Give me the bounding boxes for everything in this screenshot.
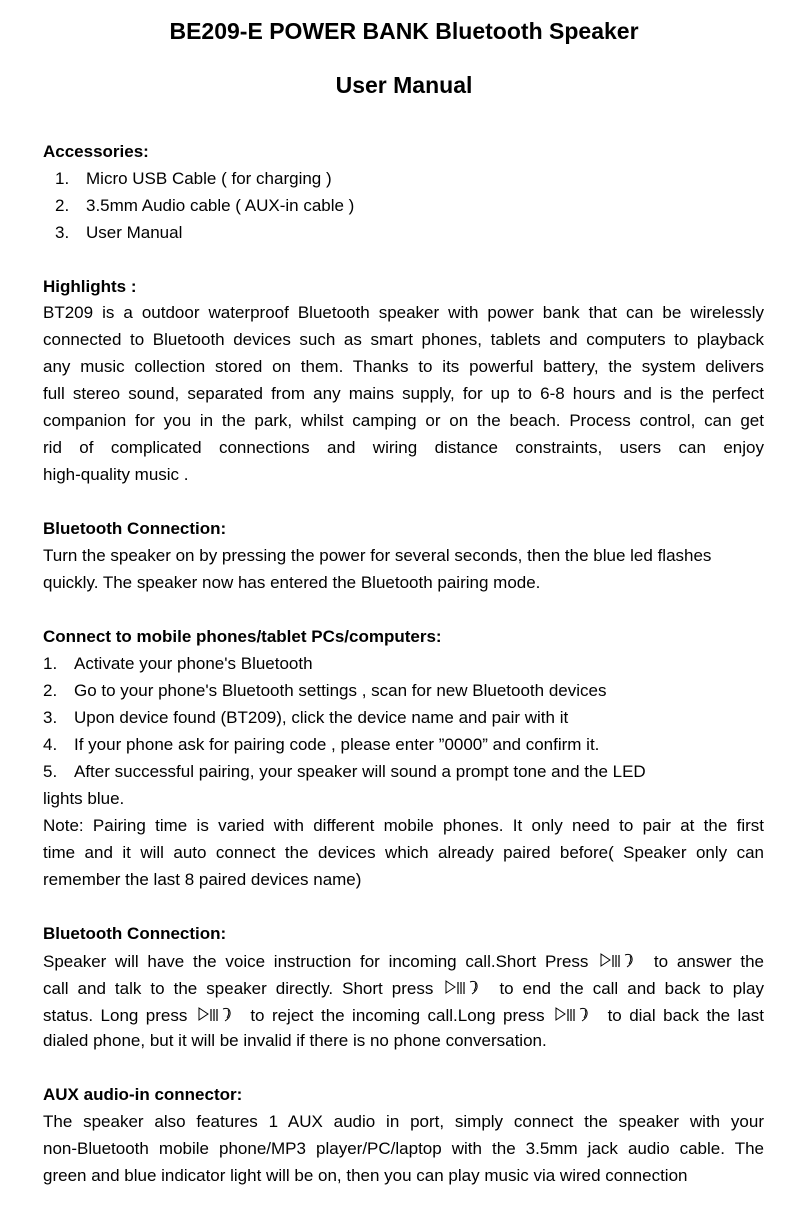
play-pause-phone-icon	[599, 952, 643, 970]
note-line: remember the last 8 paired devices name)	[43, 870, 362, 889]
paragraph-line: lights blue.	[43, 789, 125, 808]
list-item: 3. User Manual	[55, 223, 183, 242]
aux-heading: AUX audio-in connector:	[43, 1085, 243, 1104]
paragraph-line: Turn the speaker on by pressing the power for several seconds, then the blue led flashes	[43, 546, 712, 565]
paragraph-line: green and blue indicator light will be on, then you can play music via wired connection	[43, 1166, 688, 1185]
list-item: 3. Upon device found (BT209), click the device name and pair with it	[43, 708, 569, 727]
list-item: 5. After successful pairing, your speaker will sound a prompt tone and the LED	[43, 762, 646, 781]
paragraph-line: connected to Bluetooth devices such as smart phones, tablets and computers to playback	[43, 330, 764, 349]
paragraph-line: high-quality music .	[43, 465, 189, 484]
document-title: BE209-E POWER BANK Bluetooth Speaker	[169, 18, 639, 44]
paragraph-line: Speaker will have the voice instruction for incoming call.Short Press to answer the	[43, 952, 764, 971]
paragraph-line: full stereo sound, separated from any mains supply, for up to 6-8 hours and is the perfect	[43, 384, 764, 403]
paragraph-line: The speaker also features 1 AUX audio in port, simply connect the speaker with your	[43, 1112, 764, 1131]
connect-heading: Connect to mobile phones/tablet PCs/computers:	[43, 627, 442, 646]
play-pause-phone-icon	[444, 979, 488, 997]
list-item: 1. Micro USB Cable ( for charging )	[55, 169, 332, 188]
paragraph-line: rid of complicated connections and wiring distance constraints, users can enjoy	[43, 438, 764, 457]
list-item: 1. Activate your phone's Bluetooth	[43, 654, 313, 673]
paragraph-line: dialed phone, but it will be invalid if there is no phone conversation.	[43, 1031, 547, 1050]
list-item: 2. Go to your phone's Bluetooth settings , scan for new Bluetooth devices	[43, 681, 607, 700]
play-pause-phone-icon	[554, 1006, 598, 1024]
paragraph-line: status. Long press to reject the incoming call.Long press to dial back the last	[43, 1006, 765, 1025]
play-pause-phone-icon	[197, 1006, 241, 1024]
bt-connection-heading: Bluetooth Connection:	[43, 519, 227, 538]
call-heading: Bluetooth Connection:	[43, 924, 227, 943]
list-item: 4. If your phone ask for pairing code , please enter ”0000” and confirm it.	[43, 735, 600, 754]
paragraph-line: quickly. The speaker now has entered the Bluetooth pairing mode.	[43, 573, 541, 592]
paragraph-line: BT209 is a outdoor waterproof Bluetooth speaker with power bank that can be wirelessly	[43, 303, 764, 322]
paragraph-line: any music collection stored on them. Thanks to its powerful battery, the system delivers	[43, 357, 764, 376]
paragraph-line: non-Bluetooth mobile phone/MP3 player/PC/laptop with the 3.5mm jack audio cable. The	[43, 1139, 764, 1158]
paragraph-line: companion for you in the park, whilst camping or on the beach. Process control, can get	[43, 411, 764, 430]
highlights-heading: Highlights :	[43, 277, 137, 296]
paragraph-line: call and talk to the speaker directly. Short press to end the call and back to play	[43, 979, 764, 998]
note-line: time and it will auto connect the devices which already paired before( Speaker only can	[43, 843, 764, 862]
document-subtitle: User Manual	[335, 72, 473, 98]
list-item: 2. 3.5mm Audio cable ( AUX-in cable )	[55, 196, 355, 215]
accessories-heading: Accessories:	[43, 142, 149, 161]
note-line: Note: Pairing time is varied with different mobile phones. It only need to pair at the first	[43, 816, 764, 835]
